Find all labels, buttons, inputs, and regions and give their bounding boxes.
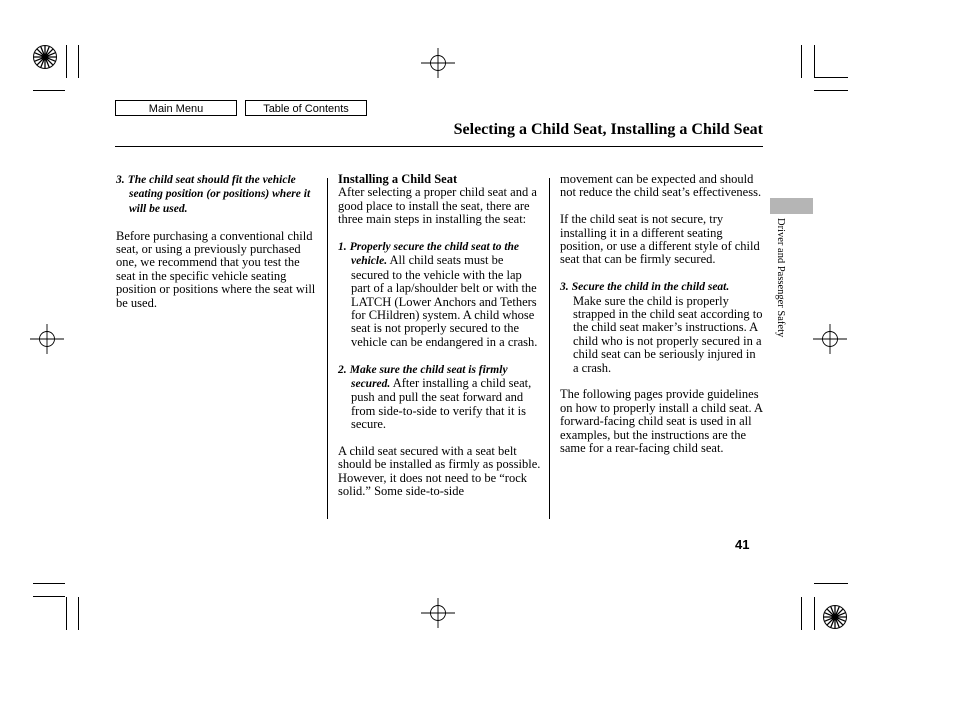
column-1 (116, 173, 316, 323)
registration-target-icon (822, 604, 848, 630)
title-rule (115, 146, 763, 147)
step-lead: Make sure the child seat is firmly secured. (349, 363, 508, 391)
step-text: Make sure the child is properly strapped in the child seat according to the child seat maker’s instructions. A child who is not properly secured in a child seat can be seriously injured in a crash. (573, 293, 763, 375)
registration-target-icon (32, 44, 58, 70)
page-number: 41 (735, 537, 750, 552)
step-text: All child seats must be secured to the vehicle with the lap part of a lap/shoulder belt or with the LATCH (Lower Anchors and Tethers for CHildren) system. A child whose seat is not properly secured to the vehicle can be endangered in a crash. (351, 253, 538, 349)
paragraph: Before purchasing a conventional child seat, or using a previously purchased one, we recommend that you test the seat in the specific vehicle seating position or positions where the seat will be used. (116, 228, 316, 310)
step-text: After installing a child seat, push and pull the seat forward and from side-to-side to verify that it is secure. (351, 376, 532, 432)
step-number: 2. (338, 363, 347, 376)
step-lead: Secure the child in the child seat. (571, 281, 730, 294)
paragraph: movement can be expected and should not reduce the child seat’s effectiveness. (560, 172, 762, 200)
crosshair-mark-icon (421, 598, 455, 628)
paragraph: If the child seat is not secure, try installing it in a different seating position, or use a different style of child seat that can be firmly secured. (560, 212, 760, 267)
main-menu-button[interactable]: Main Menu (115, 100, 237, 116)
page-title: Selecting a Child Seat, Installing a Child Seat (453, 121, 763, 138)
step-3-note (116, 173, 316, 216)
table-of-contents-button[interactable]: Table of Contents (245, 100, 367, 116)
crosshair-mark-icon (30, 324, 64, 354)
column-2 (338, 173, 541, 512)
crosshair-mark-icon (421, 48, 455, 78)
crosshair-mark-icon (813, 324, 847, 354)
section-heading: Installing a Child Seat (338, 172, 458, 186)
paragraph: A child seat secured with a seat belt should be installed as firmly as possible. However, it does not need to be “rock solid.” Some side-to-side (338, 444, 541, 499)
section-tab-marker (770, 198, 813, 214)
paragraph: The following pages provide guidelines on how to properly install a child seat. A forward-facing child seat is used in all examples, but the instructions are the same for a rear-facing child seat. (560, 387, 763, 456)
step-1 (338, 240, 541, 349)
step-number: 3. (116, 174, 125, 186)
step-3 (560, 280, 764, 375)
column-divider (549, 178, 550, 519)
column-3 (560, 173, 764, 469)
step-number: 3. (560, 281, 569, 294)
step-2 (338, 363, 541, 432)
step-text: The child seat should fit the vehicle seating position (or positions) where it will be used. (127, 174, 311, 215)
column-divider (327, 178, 328, 519)
step-lead: Properly secure the child seat to the vehicle. (349, 241, 520, 268)
step-number: 1. (338, 241, 347, 254)
paragraph: After selecting a proper child seat and a good place to install the seat, there are three main steps in installing the seat: (338, 185, 537, 227)
section-tab-label: Driver and Passenger Safety (775, 218, 786, 338)
